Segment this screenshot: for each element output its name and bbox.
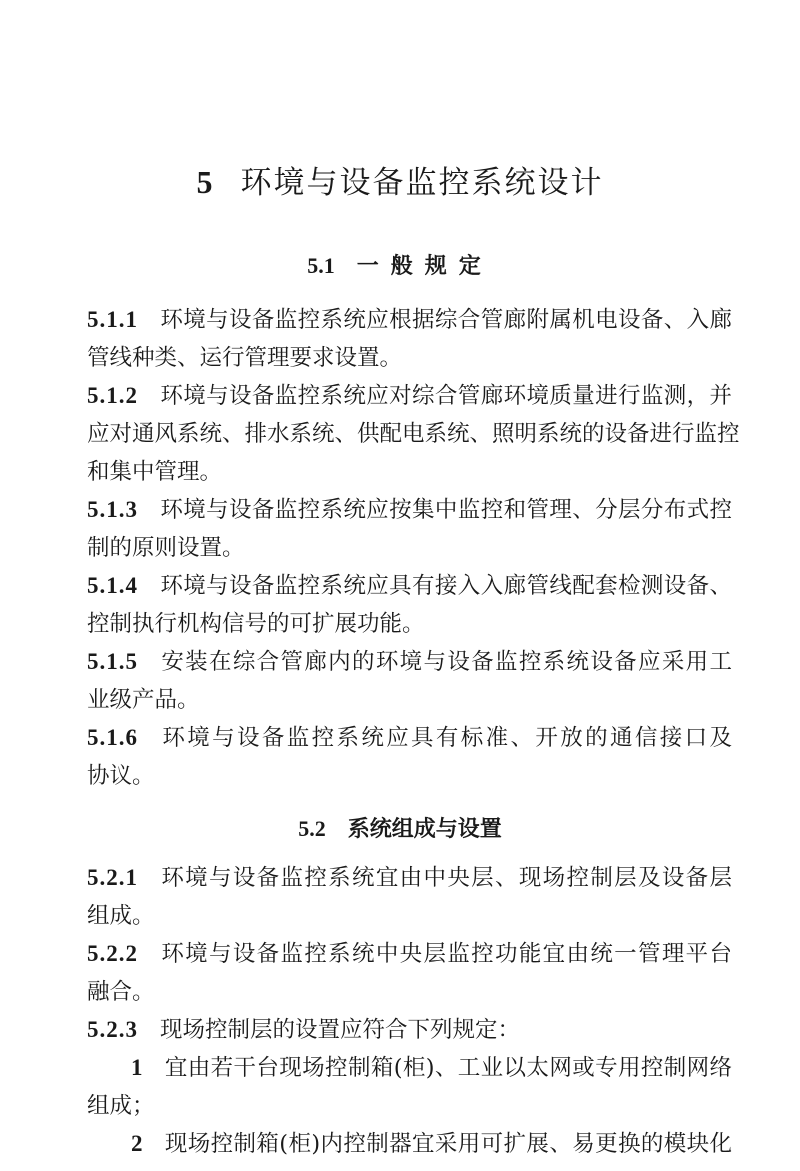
clause-5-1-6 [87,722,732,754]
clause-5-2-3 [87,1014,732,1046]
clause-text: 环境与设备监控系统应按集中监控和管理、分层分布式控 [160,497,732,523]
chapter-number: 5 [196,164,215,200]
chapter-title [0,160,800,205]
section-title-text: 系统组成与设置 [347,816,502,842]
clause-text: 和集中管理。 [87,459,223,485]
clause-5-2-3-item-1-cont [87,1090,732,1122]
clause-5-2-3-item-1 [87,1052,732,1084]
item-text: 宜由若干台现场控制箱(柜)、工业以太网或专用控制网络 [164,1055,732,1081]
item-number: 2 [131,1131,143,1156]
clause-text: 协议。 [87,763,155,789]
item-text: 现场控制箱(柜)内控制器宜采用可扩展、易更换的模块化 [164,1131,732,1157]
clause-5-2-2-cont [87,976,732,1008]
clause-number: 5.1.3 [87,497,138,522]
clause-5-2-2 [87,938,732,970]
clause-text: 环境与设备监控系统应具有接入入廊管线配套检测设备、 [160,573,732,599]
clause-5-1-5-cont [87,684,732,716]
clause-5-1-1 [87,304,732,336]
section-number: 5.2 [298,816,326,841]
clause-5-1-4-cont [87,608,732,640]
clause-text: 环境与设备监控系统应对综合管廊环境质量进行监测，并 [160,383,732,409]
clause-5-1-2 [87,380,732,412]
clause-number: 5.1.5 [87,649,138,674]
clause-5-2-3-item-2 [87,1128,732,1160]
clause-text: 环境与设备监控系统应具有标准、开放的通信接口及 [160,725,732,751]
clause-text: 控制执行机构信号的可扩展功能。 [87,611,425,637]
chapter-title-text: 环境与设备监控系统设计 [240,165,604,201]
clause-5-2-1-cont [87,900,732,932]
clause-5-1-3 [87,494,732,526]
section-title-5-2 [0,813,800,845]
clause-number: 5.1.6 [87,725,138,750]
clause-number: 5.2.3 [87,1017,138,1042]
clause-5-1-2-cont2 [87,456,732,488]
clause-5-2-1 [87,862,732,894]
clause-5-1-1-cont [87,342,732,374]
clause-text: 环境与设备监控系统应根据综合管廊附属机电设备、入廊 [160,307,732,333]
clause-text: 组成。 [87,903,155,929]
section-title-5-1 [0,250,800,282]
clause-text: 制的原则设置。 [87,535,245,561]
clause-text: 环境与设备监控系统宜由中央层、现场控制层及设备层 [160,865,732,891]
section-title-text: 一般规定 [356,253,493,279]
clause-text: 融合。 [87,979,155,1005]
clause-number: 5.1.4 [87,573,138,598]
clause-text: 环境与设备监控系统中央层监控功能宜由统一管理平台 [160,941,732,967]
item-number: 1 [131,1055,143,1080]
clause-5-1-4 [87,570,732,602]
clause-text: 管线种类、运行管理要求设置。 [87,345,403,371]
clause-5-1-6-cont [87,760,732,792]
clause-text: 安装在综合管廊内的环境与设备监控系统设备应采用工 [160,649,732,675]
clause-text: 现场控制层的设置应符合下列规定： [160,1017,521,1043]
clause-number: 5.2.2 [87,941,138,966]
clause-5-1-5 [87,646,732,678]
clause-text: 应对通风系统、排水系统、供配电系统、照明系统的设备进行监控 [87,421,740,447]
clause-5-1-3-cont [87,532,732,564]
clause-5-1-2-cont [87,418,740,450]
clause-number: 5.2.1 [87,865,138,890]
clause-number: 5.1.1 [87,307,138,332]
clause-text: 业级产品。 [87,687,200,713]
item-text: 组成； [87,1093,155,1119]
clause-number: 5.1.2 [87,383,138,408]
section-number: 5.1 [307,253,335,278]
